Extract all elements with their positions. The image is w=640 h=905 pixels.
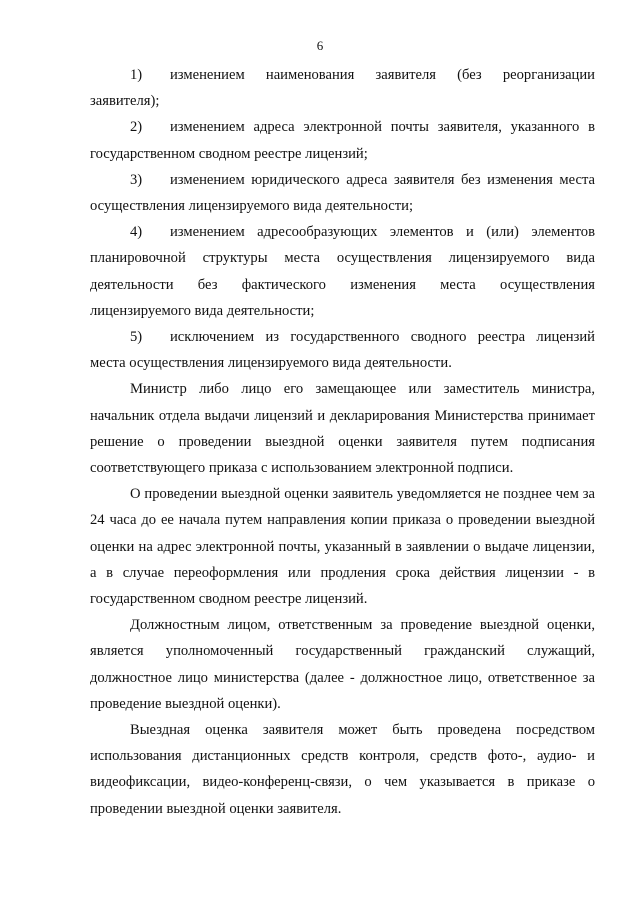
list-item-number: 5)	[130, 329, 143, 346]
list-item	[90, 114, 595, 166]
list-item	[90, 324, 595, 376]
list-item-number: 4)	[130, 224, 143, 241]
page-number: 6	[316, 38, 324, 53]
paragraph-remote-assessment: Выездная оценка заявителя может быть проведена посредством использования дистанционных средств контроля, средств фото-, аудио- и видеофиксации, видео-конференц-связи, о чем указывается в приказе о проведении выездной оценки заявителя.	[90, 722, 595, 817]
list-item-number: 2)	[130, 119, 143, 136]
list-item-text: изменением юридического адреса заявителя без изменения места осуществления лицензируемого вида деятельности;	[90, 171, 595, 215]
list-item-number: 3)	[130, 171, 143, 188]
paragraph-notification: О проведении выездной оценки заявитель уведомляется не позднее чем за 24 часа до ее начала путем направления копии приказа о проведении выездной оценки на адрес электронной почты, указанный в заявлении о выдаче лицензии, а в случае переоформления или продления срока действия лицензии - в государственном сводном реестре лицензий.	[90, 486, 595, 608]
list-item-number: 1)	[130, 67, 143, 83]
list-item-text: исключением из государственного сводного реестра лицензий места осуществления лицензируемого вида деятельности.	[90, 329, 595, 372]
list-item-text: изменением наименования заявителя (без реорганизации заявителя);	[90, 67, 595, 110]
paragraph-responsible-official: Должностным лицом, ответственным за проведение выездной оценки, является уполномоченный государственный гражданский служащий, должностное лицо министерства (далее - должностное лицо, ответственное за проведение выездной оценки).	[90, 617, 595, 712]
list-item	[90, 219, 595, 324]
list-item-text: изменением адресообразующих элементов и (или) элементов планировочной структуры места осуществления лицензируемого вида деятельности без фактического изменения места осуществления лицензируемого вида деятельности;	[90, 224, 595, 319]
paragraph-decision: Министр либо лицо его замещающее или заместитель министра, начальник отдела выдачи лицензий и декларирования Министерства принимает решение о проведении выездной оценки заявителя путем подписания соответствующего приказа с использованием электронной подписи.	[90, 381, 595, 477]
document-body	[90, 62, 595, 822]
list-item	[90, 62, 595, 114]
list-item-text: изменением адреса электронной почты заявителя, указанного в государственном сводном реестре лицензий;	[90, 119, 595, 162]
list-item	[90, 167, 595, 219]
